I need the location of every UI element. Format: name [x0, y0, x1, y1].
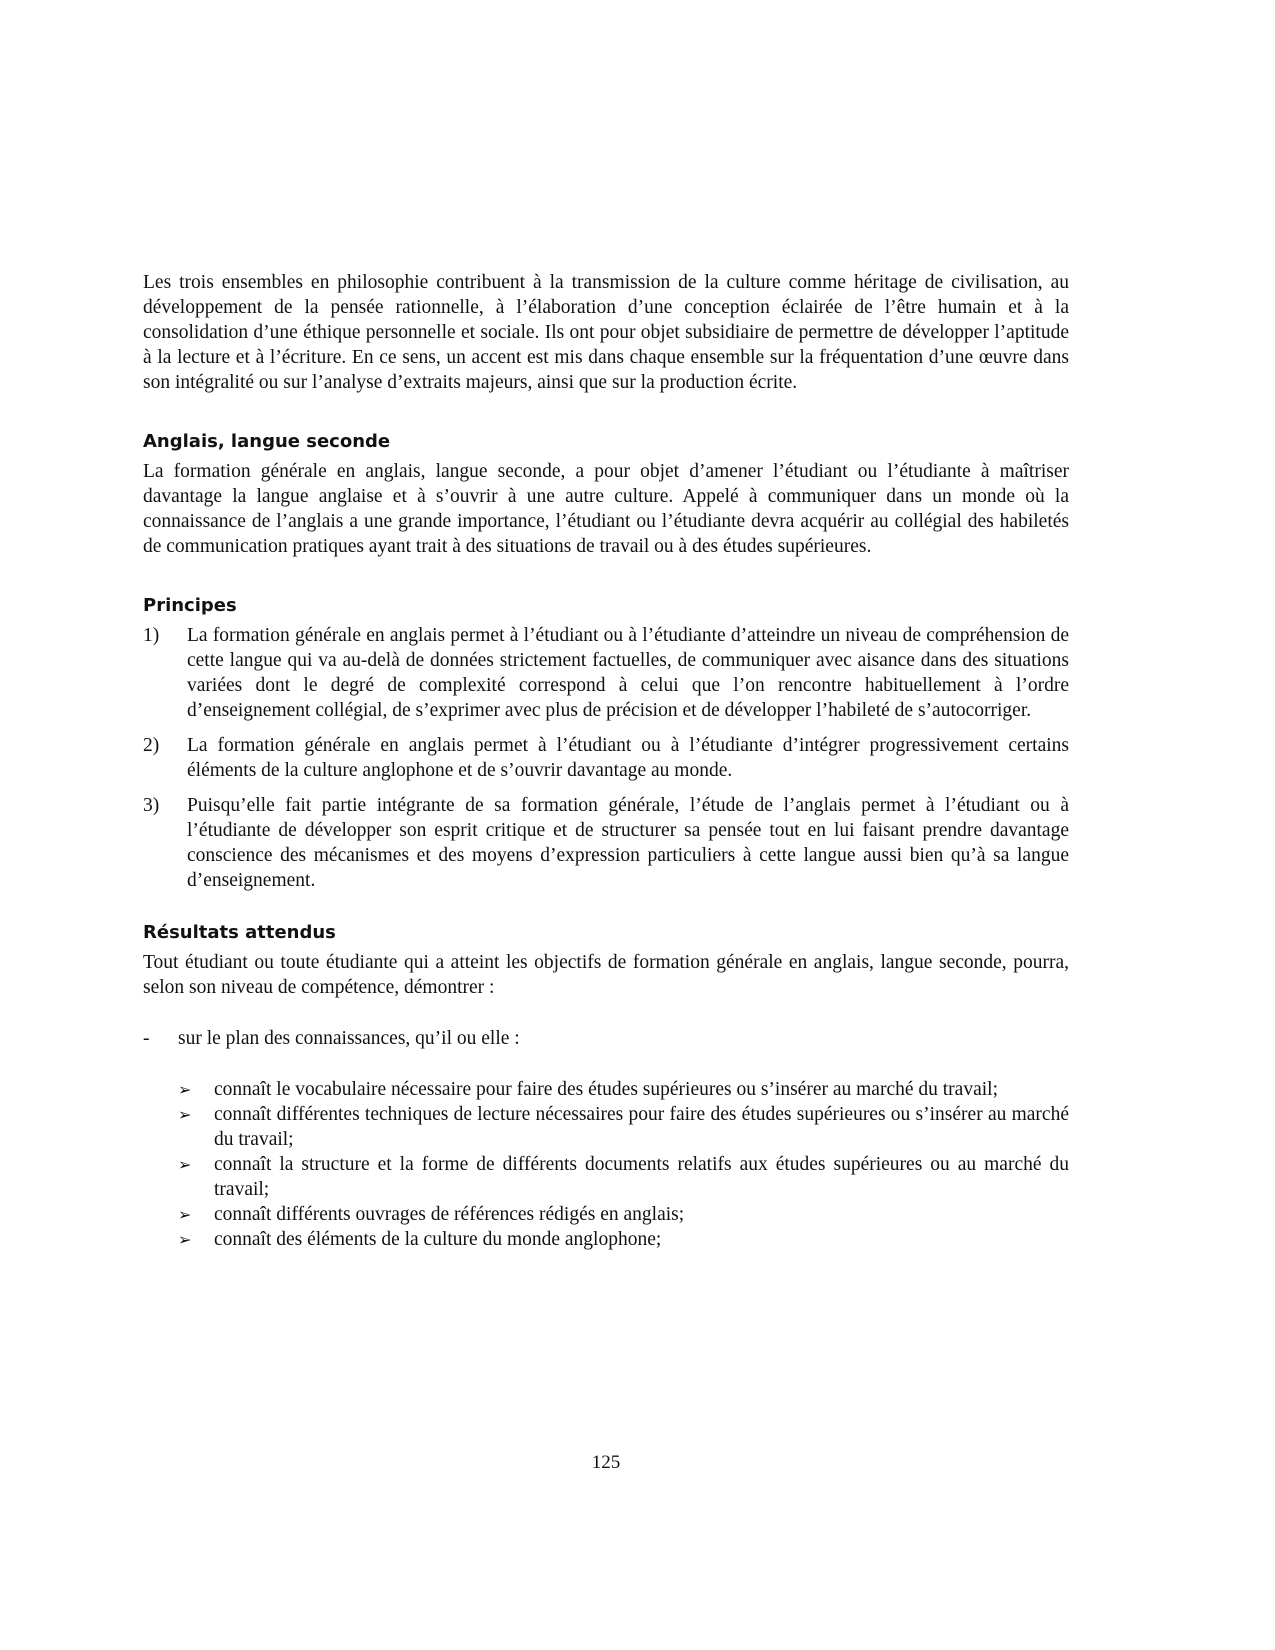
- section-anglais: [143, 430, 1069, 559]
- list-item-text: connaît des éléments de la culture du monde anglophone;: [214, 1229, 662, 1250]
- arrow-bullet-icon: ➢: [178, 1205, 192, 1224]
- list-item-text: connaît différentes techniques de lecture nécessaires pour faire des études supérieures ou s’insérer au marché du travail;: [214, 1104, 1069, 1150]
- section-heading: Résultats attendus: [143, 922, 336, 943]
- item-text: La formation générale en anglais permet à l’étudiant ou à l’étudiante d’intégrer progressivement certains éléments de la culture anglophone et de s’ouvrir davantage au monde.: [187, 735, 1069, 781]
- numbered-item: [143, 793, 1069, 893]
- section-principes: [143, 594, 1069, 893]
- page-content: [143, 270, 1069, 1252]
- page-number: 125: [591, 1452, 621, 1473]
- intro-paragraph: Les trois ensembles en philosophie contribuent à la transmission de la culture comme héritage de civilisation, au développement de la pensée rationnelle, à l’élaboration d’une conception éclairée de l’être humain et à la consolidation d’une éthique personnelle et sociale. Ils ont pour objet subsidiaire de permettre de développer l’aptitude à la lecture et à l’écriture. En ce sens, un accent est mis dans chaque ensemble sur la fréquentation d’une œuvre dans son intégralité ou sur l’analyse d’extraits majeurs, ainsi que sur la production écrite.: [143, 272, 1069, 393]
- list-item: [178, 1102, 1069, 1152]
- numbered-item: [143, 623, 1069, 723]
- list-item-text: connaît différents ouvrages de références rédigés en anglais;: [214, 1204, 685, 1225]
- dash-item: [143, 1026, 1069, 1051]
- list-item: [178, 1077, 1069, 1102]
- list-item-text: connaît le vocabulaire nécessaire pour faire des études supérieures ou s’insérer au marché du travail;: [214, 1079, 998, 1100]
- dash-item-text: sur le plan des connaissances, qu’il ou elle :: [178, 1028, 520, 1049]
- item-text: La formation générale en anglais permet à l’étudiant ou à l’étudiante d’atteindre un niveau de compréhension de cette langue qui va au-delà de données strictement factuelles, de communiquer avec aisance dans des situations variées dont le degré de complexité correspond à celui que l’on rencontre habituellement à l’ordre d’enseignement collégial, de s’exprimer avec plus de précision et de développer l’habileté de s’autocorriger.: [187, 625, 1069, 721]
- section-paragraph: La formation générale en anglais, langue seconde, a pour objet d’amener l’étudiant ou l’étudiante à maîtriser davantage la langue anglaise et à s’ouvrir à une autre culture. Appelé à communiquer dans un monde où la connaissance de l’anglais a une grande importance, l’étudiant ou l’étudiante devra acquérir au collégial des habiletés de communication pratiques ayant trait à des situations de travail ou à des études supérieures.: [143, 461, 1069, 557]
- item-number: 3): [143, 795, 160, 816]
- section-paragraph: Tout étudiant ou toute étudiante qui a atteint les objectifs de formation générale en anglais, langue seconde, pourra, selon son niveau de compétence, démontrer :: [143, 952, 1069, 998]
- arrow-bullet-icon: ➢: [178, 1080, 192, 1099]
- item-text: Puisqu’elle fait partie intégrante de sa formation générale, l’étude de l’anglais permet à l’étudiant ou à l’étudiante de développer son esprit critique et de structurer sa pensée tout en lui faisant prendre davantage conscience des mécanismes et des moyens d’expression particuliers à cette langue aussi bien qu’à sa langue d’enseignement.: [187, 795, 1069, 891]
- section-resultats: [143, 921, 1069, 1252]
- list-item-text: connaît la structure et la forme de différents documents relatifs aux études supérieures ou au marché du travail;: [214, 1154, 1069, 1200]
- item-number: 2): [143, 735, 160, 756]
- list-item: [178, 1202, 1069, 1227]
- arrow-bullet-icon: ➢: [178, 1155, 192, 1174]
- section-heading: Principes: [143, 595, 237, 616]
- list-item: [178, 1152, 1069, 1202]
- numbered-item: [143, 733, 1069, 783]
- list-item: [178, 1227, 1069, 1252]
- bullet-list: [143, 1077, 1069, 1252]
- section-heading: Anglais, langue seconde: [143, 431, 391, 452]
- item-number: 1): [143, 625, 160, 646]
- dash-marker: -: [143, 1028, 150, 1049]
- arrow-bullet-icon: ➢: [178, 1230, 192, 1249]
- arrow-bullet-icon: ➢: [178, 1105, 192, 1124]
